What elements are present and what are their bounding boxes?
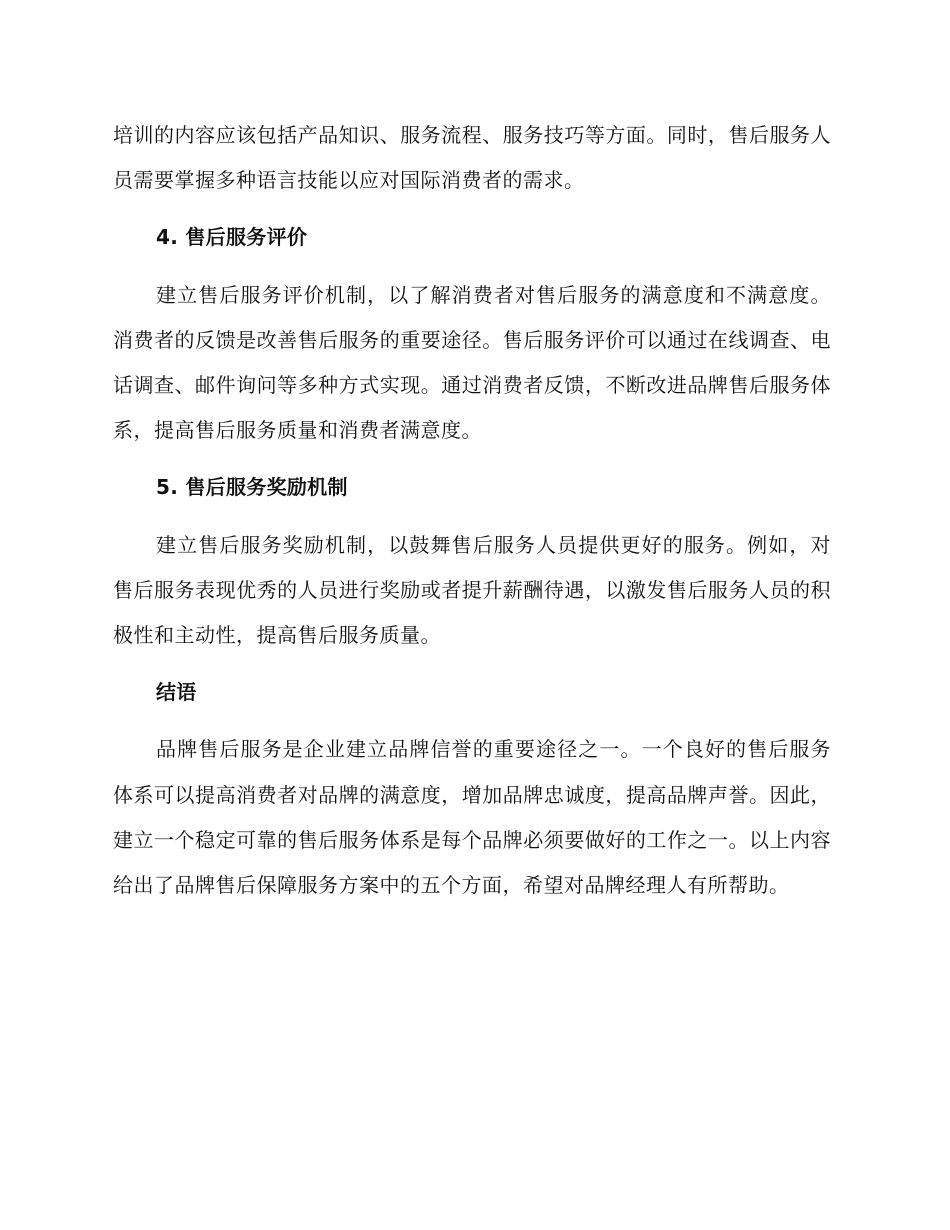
paragraph-conclusion: 品牌售后服务是企业建立品牌信誉的重要途径之一。一个良好的售后服务体系可以提高消费者对品牌的满意度，增加品牌忠诚度，提高品牌声誉。因此，建立一个稳定可靠的售后服务体系是每个品牌必须要做好的工作之一。以上内容给出了品牌售后保障服务方案中的五个方面，希望对品牌经理人有所帮助。 [113,737,831,898]
paragraph-intro: 培训的内容应该包括产品知识、服务流程、服务技巧等方面。同时，售后服务人员需要掌握多种语言技能以应对国际消费者的需求。 [113,123,831,193]
heading-conclusion: 结语 [156,680,197,705]
paragraph-service-evaluation: 建立售后服务评价机制，以了解消费者对售后服务的满意度和不满意度。消费者的反馈是改善售后服务的重要途径。售后服务评价可以通过在线调查、电话调查、邮件询问等多种方式实现。通过消费者反馈，不断改进品牌售后服务体系，提高售后服务质量和消费者满意度。 [113,282,831,443]
document-page [113,113,831,908]
heading-service-reward: 5. 售后服务奖励机制 [156,475,348,500]
paragraph-service-reward: 建立售后服务奖励机制，以鼓舞售后服务人员提供更好的服务。例如，对售后服务表现优秀的人员进行奖励或者提升薪酬待遇，以激发售后服务人员的积极性和主动性，提高售后服务质量。 [113,532,831,648]
heading-service-evaluation: 4. 售后服务评价 [156,225,308,250]
